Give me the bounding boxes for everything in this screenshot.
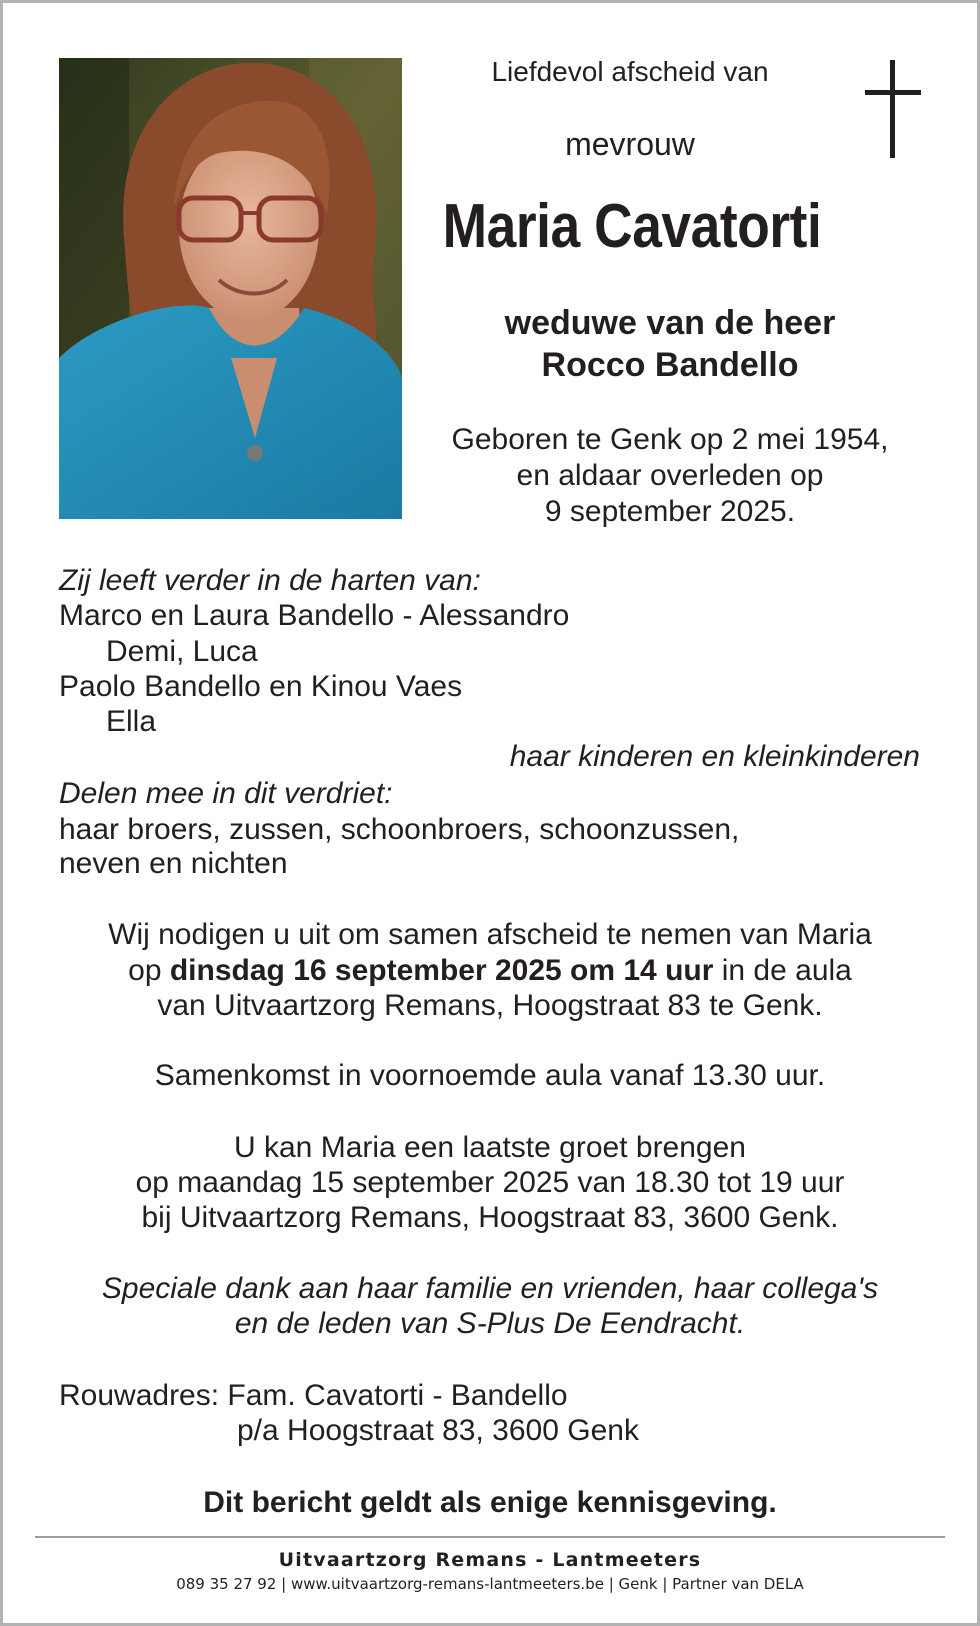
notice-text: Dit bericht geldt als enige kennisgeving. bbox=[203, 1486, 777, 1519]
address-line1: Rouwadres: Fam. Cavatorti - Bandello bbox=[59, 1379, 568, 1412]
visit-line2: op maandag 15 september 2025 van 18.30 tot 19 uur bbox=[135, 1166, 845, 1199]
birth-line2: en aldaar overleden op bbox=[516, 459, 824, 492]
ceremony-line3: van Uitvaartzorg Remans, Hoogstraat 83 te Genk. bbox=[157, 989, 823, 1022]
gathering-text: Samenkomst in voornoemde aula vanaf 13.30 uur. bbox=[154, 1059, 826, 1092]
thanks-line1: Speciale dank aan haar familie en vrienden, haar collega's bbox=[101, 1272, 879, 1305]
visit-line3: bij Uitvaartzorg Remans, Hoogstraat 83, 3600 Genk. bbox=[141, 1201, 839, 1234]
ceremony-date: dinsdag 16 september 2025 om 14 uur bbox=[169, 954, 714, 987]
ceremony-line1: Wij nodigen u uit om samen afscheid te nemen van Maria bbox=[108, 918, 872, 951]
address-line2: p/a Hoogstraat 83, 3600 Genk bbox=[237, 1414, 639, 1447]
thanks-line2: en de leden van S-Plus De Eendracht. bbox=[234, 1307, 746, 1340]
spouse-line1: weduwe van de heer bbox=[504, 304, 836, 342]
family-relation: haar kinderen en kleinkinderen bbox=[509, 740, 920, 773]
share-line1: haar broers, zussen, schoonbroers, schoonzussen, bbox=[59, 813, 740, 846]
family-line: Marco en Laura Bandello - Alessandro bbox=[59, 599, 570, 632]
footer-divider bbox=[35, 1536, 945, 1538]
share-line2: neven en nichten bbox=[59, 847, 288, 880]
deceased-name: Maria Cavatorti bbox=[442, 192, 822, 261]
cross-icon bbox=[865, 60, 921, 158]
birth-line3: 9 september 2025. bbox=[544, 495, 796, 528]
ceremony-line2: op dinsdag 16 september 2025 om 14 uur in de aula bbox=[128, 954, 852, 987]
title-prefix: mevrouw bbox=[565, 126, 695, 162]
share-heading: Delen mee in dit verdriet: bbox=[59, 777, 393, 810]
footer-contact: 089 35 27 92 | www.uitvaartzorg-remans-lantmeeters.be | Genk | Partner van DELA bbox=[176, 1575, 804, 1593]
footer-title: Uitvaartzorg Remans - Lantmeeters bbox=[278, 1549, 702, 1571]
portrait-photo bbox=[59, 58, 402, 519]
intro-text: Liefdevol afscheid van bbox=[491, 56, 769, 87]
visit-line1: U kan Maria een laatste groet brengen bbox=[234, 1131, 746, 1164]
family-line: Ella bbox=[106, 705, 157, 738]
birth-line1: Geboren te Genk op 2 mei 1954, bbox=[451, 423, 889, 456]
family-line: Demi, Luca bbox=[106, 635, 258, 668]
family-heading: Zij leeft verder in de harten van: bbox=[59, 564, 481, 597]
spouse-line2: Rocco Bandello bbox=[541, 346, 799, 384]
family-line: Paolo Bandello en Kinou Vaes bbox=[59, 670, 463, 703]
